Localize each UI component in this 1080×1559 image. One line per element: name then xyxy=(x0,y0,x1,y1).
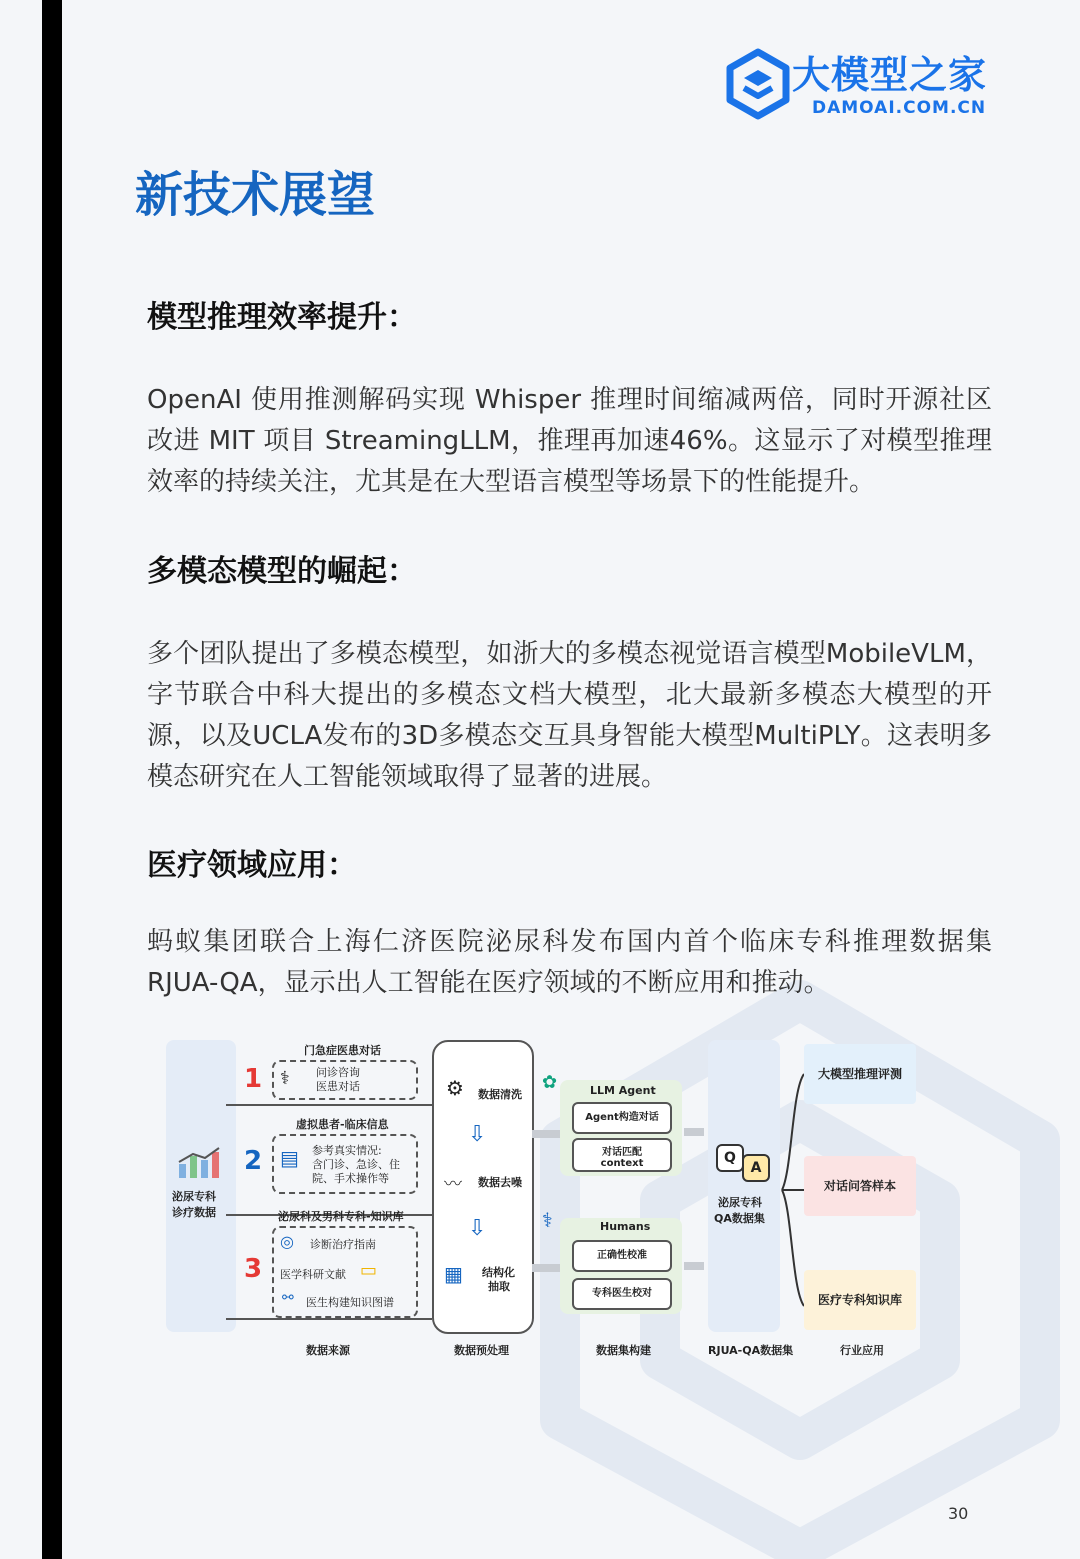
down-arrow-icon: ⇩ xyxy=(468,1216,487,1241)
application-card: 对话问答样本 xyxy=(804,1156,916,1216)
group-title: 虚拟患者-临床信息 xyxy=(296,1118,389,1131)
bar-chart-icon xyxy=(175,1146,227,1180)
left-edge-bar xyxy=(42,0,62,1559)
down-arrow-icon: ⇩ xyxy=(468,1122,487,1147)
group-number: 1 xyxy=(244,1064,263,1094)
source-panel xyxy=(166,1040,236,1332)
doctor-person-icon: ⚕ xyxy=(542,1208,553,1232)
llm-agent-box-line: 对话匹配 xyxy=(602,1147,642,1158)
knowledge-graph-icon: ⚯ xyxy=(282,1290,294,1306)
dataset-label-line1: 泌尿专科 xyxy=(718,1196,762,1209)
llm-agent-box: Agent构造对话 xyxy=(572,1102,672,1134)
footer-label: 数据预处理 xyxy=(454,1344,509,1357)
humans-title: Humans xyxy=(600,1220,651,1233)
section-body-multimodal: 多个团队提出了多模态模型，如浙大的多模态视觉语言模型MobileVLM，字节联合中科大提出的多模态文档大模型，北大最新多模态大模型的开源，以及UCLA发布的3D多模态交互具身智能大模型MultiPLY。这表明多模态研究在人工智能领域取得了显著的进展。 xyxy=(147,639,992,792)
group-number: 2 xyxy=(244,1146,263,1176)
humans-box: 专科医生校对 xyxy=(572,1278,672,1310)
q-bubble: Q xyxy=(716,1144,744,1172)
group-title: 门急症医患对话 xyxy=(304,1044,381,1057)
dataset-panel xyxy=(708,1040,780,1332)
divider-line xyxy=(226,1318,432,1320)
application-card: 大模型推理评测 xyxy=(804,1044,916,1104)
cleaning-icon: ⚙ xyxy=(446,1076,464,1100)
source-label-line2: 诊疗数据 xyxy=(172,1206,216,1219)
group-item: 医生构建知识图谱 xyxy=(306,1296,394,1309)
footer-label: 数据来源 xyxy=(306,1344,350,1357)
document-icon: ▭ xyxy=(360,1260,378,1281)
group-item: 含门诊、急诊、住 xyxy=(312,1158,400,1171)
application-card: 医疗专科知识库 xyxy=(804,1270,916,1330)
divider-line xyxy=(226,1104,432,1106)
llm-agent-box-line: context xyxy=(600,1158,644,1169)
group-item: 院、手术操作等 xyxy=(312,1172,389,1185)
arrow-connector xyxy=(532,1264,560,1272)
brand-logo xyxy=(726,44,996,124)
llm-agent-title: LLM Agent xyxy=(590,1084,656,1097)
humans-box: 正确性校准 xyxy=(572,1240,672,1272)
preprocess-step: 抽取 xyxy=(488,1280,510,1293)
rjua-qa-pipeline-figure xyxy=(160,1034,930,1364)
page-title: 新技术展望 xyxy=(135,167,376,223)
footer-label: 行业应用 xyxy=(840,1344,884,1357)
doctor-icon: ⚕ xyxy=(280,1068,290,1089)
group-title: 泌尿科及男科专科-知识库 xyxy=(278,1210,404,1223)
preprocess-step: 数据清洗 xyxy=(478,1088,522,1101)
footer-label: RJUA-QA数据集 xyxy=(708,1344,794,1357)
preprocess-step: 数据去噪 xyxy=(478,1176,522,1189)
section-body-inference: OpenAI 使用推测解码实现 Whisper 推理时间缩减两倍，同时开源社区改进 MIT 项目 StreamingLLM，推理再加速46%。这显示了对模型推理效率的持续关注，尤其是在大型语言模型等场景下的性能提升。 xyxy=(147,385,992,497)
group-item: 诊断治疗指南 xyxy=(310,1238,376,1251)
structure-icon: ▦ xyxy=(444,1262,463,1286)
section-heading-inference: 模型推理效率提升： xyxy=(147,300,417,335)
llm-agent-box xyxy=(572,1138,672,1172)
section-body-medical: 蚂蚁集团联合上海仁济医院泌尿科发布国内首个临床专科推理数据集RJUA-QA，显示出人工智能在医疗领域的不断应用和推动。 xyxy=(147,927,992,998)
group-item: 参考真实情况: xyxy=(312,1144,382,1157)
dataset-label-line2: QA数据集 xyxy=(714,1212,765,1225)
a-bubble: A xyxy=(742,1154,770,1182)
preprocess-step: 结构化 xyxy=(482,1266,515,1279)
arrow-connector xyxy=(684,1128,704,1136)
group-item: 医学科研文献 xyxy=(280,1268,346,1281)
arrow-connector xyxy=(684,1262,704,1270)
brand-domain: DAMOAI.COM.CN xyxy=(812,98,987,118)
guideline-icon: ◎ xyxy=(280,1232,294,1251)
section-heading-medical: 医疗领域应用： xyxy=(147,848,357,883)
group-item: 问诊咨询 xyxy=(316,1066,360,1079)
arrow-connector xyxy=(532,1130,560,1138)
group-number: 3 xyxy=(244,1254,263,1284)
patient-record-icon: ▤ xyxy=(280,1146,299,1170)
group-item: 医患对话 xyxy=(316,1080,360,1093)
waveform-icon: 〰 xyxy=(444,1174,462,1195)
section-heading-multimodal: 多模态模型的崛起： xyxy=(147,554,417,589)
brand-hexagon-icon xyxy=(726,48,790,120)
footer-label: 数据集构建 xyxy=(596,1344,651,1357)
openai-icon: ✿ xyxy=(542,1072,558,1093)
source-label-line1: 泌尿专科 xyxy=(172,1190,216,1203)
page-number: 30 xyxy=(948,1504,969,1523)
brand-name: 大模型之家 xyxy=(792,53,988,97)
